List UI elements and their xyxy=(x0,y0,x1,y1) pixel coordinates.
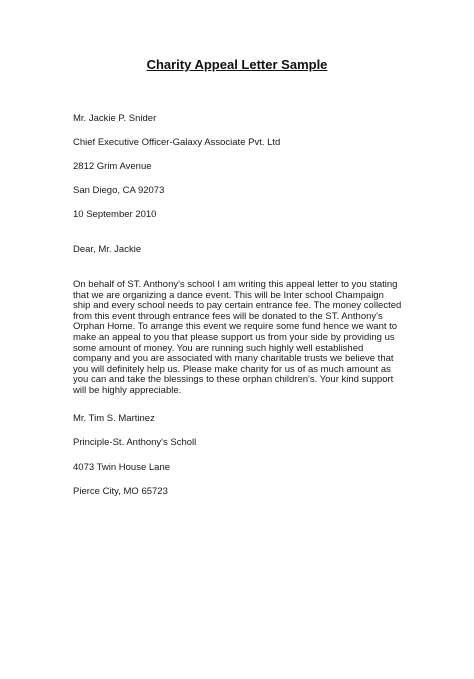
salutation: Dear, Mr. Jackie xyxy=(73,244,142,255)
body-line: some amount of money. You are running such highly well established xyxy=(73,342,364,354)
letter-date: 10 September 2010 xyxy=(73,209,157,220)
sender-street: 4073 Twin House Lane xyxy=(73,462,171,473)
sender-title: Principle-St. Anthony's Scholl xyxy=(73,437,197,448)
body-line: make an appeal to you that please support us from your side by providing us xyxy=(73,331,395,343)
recipient-city: San Diego, CA 92073 xyxy=(73,185,165,196)
recipient-street: 2812 Grim Avenue xyxy=(73,161,152,172)
recipient-title: Chief Executive Officer-Galaxy Associate Pvt. Ltd xyxy=(73,137,281,148)
body-line: from this event through entrance fees will be donated to the ST. Anthony's xyxy=(73,310,383,322)
page-title: Charity Appeal Letter Sample xyxy=(146,57,328,72)
sender-name: Mr. Tim S. Martinez xyxy=(73,413,155,424)
body-line: ship and every school needs to pay certain entrance fee. The money collected xyxy=(73,300,402,312)
body-line: you can and take the blessings to these orphan children's. Your kind support xyxy=(73,374,394,386)
recipient-name: Mr. Jackie P. Snider xyxy=(73,113,157,124)
body-line: Orphan Home. To arrange this event we require some fund hence we want to xyxy=(73,321,398,333)
body-line: that we are organizing a dance event. This will be Inter school Champaign xyxy=(73,289,384,301)
body-line: will be highly appreciable. xyxy=(73,384,182,396)
letter-body xyxy=(73,280,401,397)
body-line: you will definitely help us. Please make charity for us of as much amount as xyxy=(73,363,391,375)
sender-city: Pierce City, MO 65723 xyxy=(73,486,168,497)
body-line: company and you are associated with many charitable trusts we believe that xyxy=(73,353,394,365)
body-line: On behalf of ST. Anthony's school I am writing this appeal letter to you stating xyxy=(73,279,398,290)
